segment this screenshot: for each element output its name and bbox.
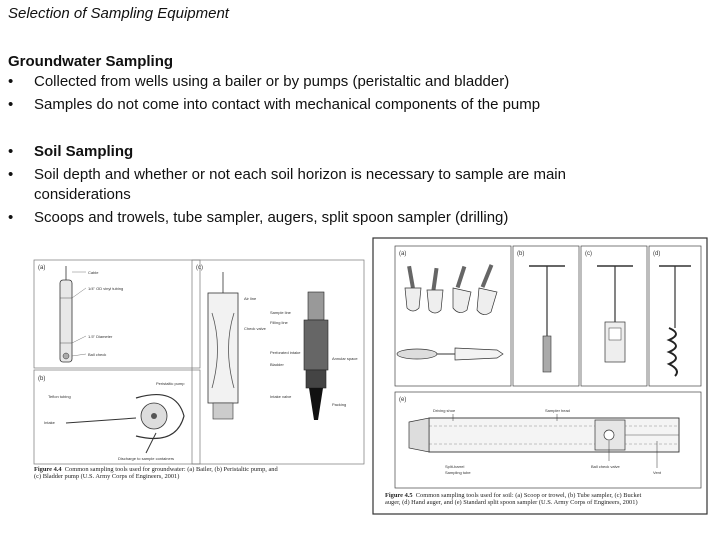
bullet-text: considerations — [34, 186, 131, 203]
ball-check-label: Ball check — [88, 352, 107, 357]
intake-valve-label: Intake valve — [270, 394, 292, 399]
intake-label: Intake — [44, 420, 55, 425]
bladder-pump-photo-illustration — [304, 292, 328, 420]
bullet-marker: • — [8, 209, 14, 226]
bullet-text: Samples do not come into contact with mechanical components of the pump — [34, 96, 541, 113]
annular-space-label: Annular space — [332, 356, 358, 361]
hand-auger-illustration — [659, 266, 691, 376]
cable-label: Cable — [88, 270, 99, 275]
soil-panel-b-label: (b) — [517, 251, 525, 257]
groundwater-figure-drawing — [26, 258, 369, 492]
bailer-illustration — [60, 266, 86, 362]
figure-4-5-caption-line2: auger, (d) Hand auger, and (e) Standard split spoon sampler (U.S. Army Corps of Engineers, 2001) — [385, 499, 638, 506]
peristaltic-pump-illustration — [66, 395, 184, 453]
soil-heading: Soil Sampling — [34, 143, 134, 160]
groundwater-heading: Groundwater Sampling — [8, 53, 174, 70]
bladder-label: Bladder — [270, 362, 284, 367]
vent-label: Vent — [653, 470, 662, 475]
groundwater-figure — [26, 258, 369, 492]
soil-panel-d-label: (d) — [653, 251, 661, 257]
soil-panel-a-label: (a) — [399, 251, 407, 257]
discharge-label: Discharge to sample containers — [118, 456, 175, 461]
bullet-text: Soil depth and whether or not each soil horizon is necessary to sample are main — [34, 166, 566, 183]
perforated-intake-label: Perforated intake — [270, 350, 301, 355]
bullet-text: Scoops and trowels, tube sampler, augers, split spoon sampler (drilling) — [34, 209, 509, 226]
sampler-head-label: Sampler head — [545, 408, 570, 413]
ball-check-valve-label: Ball check valve — [591, 464, 620, 469]
tubing-label: Teflon tubing — [48, 394, 71, 399]
figure-4-4-caption-line2: (c) Bladder pump (U.S. Army Corps of Engineers, 2001) — [34, 473, 180, 480]
bullet-marker: • — [8, 143, 14, 160]
figure-4-4-caption-line1: Common sampling tools used for groundwater: (a) Bailer, (b) Peristaltic pump, and — [64, 466, 278, 473]
split-spoon-sampler-illustration — [409, 414, 679, 468]
diameter-label: 1.5" Diameter — [88, 334, 113, 339]
bullet-marker: • — [8, 96, 14, 113]
sample-line-label: Sample line — [270, 310, 291, 315]
slide-title: Selection of Sampling Equipment — [8, 5, 229, 22]
split-barrel-label: Split-barrel — [445, 464, 465, 469]
figure-4-4-caption — [34, 466, 369, 480]
bailer-tubing-label: 1/4" OD vinyl tubing — [88, 286, 124, 291]
figure-4-4-number: Figure 4.4 — [34, 466, 62, 473]
air-line-label: Air line — [244, 296, 257, 301]
packing-label: Packing — [332, 402, 347, 407]
soil-figure-drawing — [369, 236, 712, 518]
bullet-marker: • — [8, 73, 14, 90]
panel-a-label: (a) — [38, 265, 46, 271]
soil-figure — [369, 236, 712, 518]
trowel-illustration — [397, 348, 503, 360]
figure-4-5-number: Figure 4.5 — [385, 492, 413, 499]
filling-line-label: Filling line — [270, 320, 288, 325]
driving-shoe-label: Driving shoe — [433, 408, 456, 413]
bullet-marker: • — [8, 166, 14, 183]
figure-4-5-caption — [385, 492, 705, 506]
tube-sampler-illustration — [529, 266, 565, 372]
bucket-auger-illustration — [597, 266, 633, 362]
soil-panel-c-label: (c) — [585, 251, 592, 257]
figure-4-5-caption-line1: Common sampling tools used for soil: (a) Scoop or trowel, (b) Tube sampler, (c) Bucket — [415, 492, 642, 499]
panel-c-label: (c) — [196, 265, 203, 271]
check-valve-label: Check valve — [244, 326, 266, 331]
scoop-illustration — [405, 264, 497, 314]
panel-b-label: (b) — [38, 376, 46, 382]
bullet-text: Collected from wells using a bailer or by pumps (peristaltic and bladder) — [34, 73, 510, 90]
sampling-tube-label: Sampling tube — [445, 470, 471, 475]
bladder-pump-cutaway-illustration — [208, 272, 238, 419]
soil-panel-e-label: (e) — [399, 397, 407, 403]
peristaltic-label: Peristaltic pump — [156, 381, 185, 386]
